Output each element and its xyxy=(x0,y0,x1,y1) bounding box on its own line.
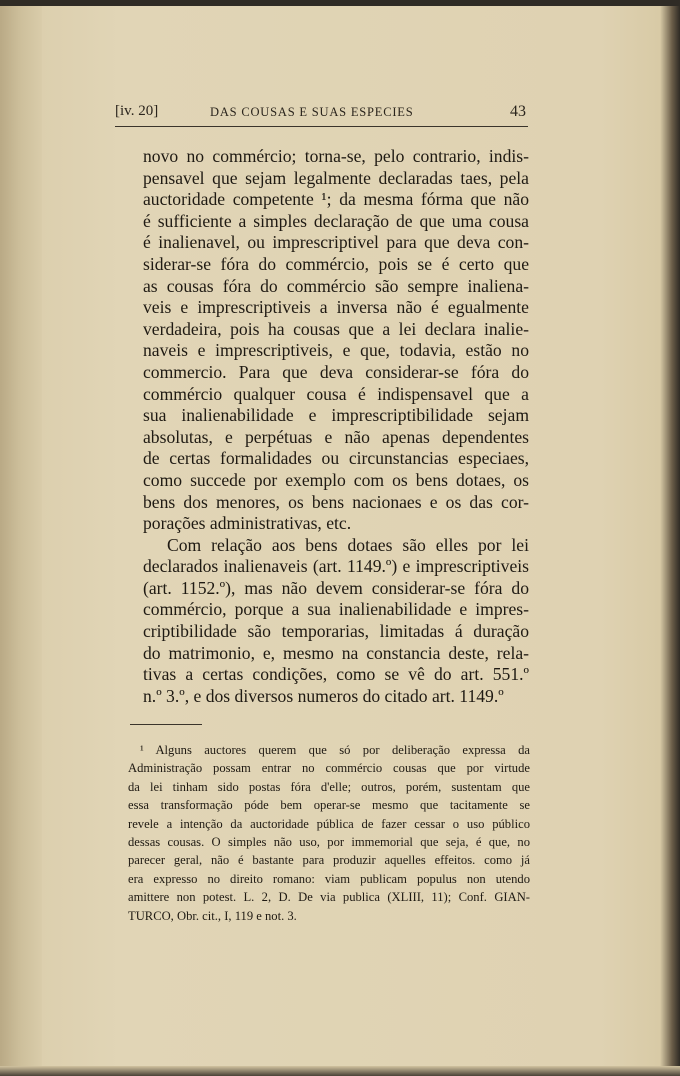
body-line: é inalienavel, ou imprescriptivel para que deva con- xyxy=(143,232,529,253)
footnote-line: era expresso no direito romano: viam publicam populus non utendo xyxy=(128,871,530,886)
footnote-line: essa transformação póde bem operar-se mesmo que tacitamente se xyxy=(128,798,530,813)
body-line: pensavel que sejam legalmente declaradas taes, pela xyxy=(143,167,529,188)
body-line: commércio, porque a sua inalienabilidade e impres- xyxy=(143,599,529,620)
body-line: novo no commércio; torna-se, pelo contrario, indis- xyxy=(143,146,529,166)
running-title: DAS COUSAS E SUAS ESPECIES xyxy=(210,105,414,119)
footnote-line: Administração possam entrar no commércio cousas que por virtude xyxy=(128,761,530,776)
footnote-rule xyxy=(130,724,202,725)
body-line: de certas formalidades ou circunstancias especiaes, xyxy=(143,448,529,469)
body-line: (art. 1152.º), mas não devem considerar-se fóra do xyxy=(143,577,529,598)
top-edge xyxy=(0,0,680,6)
footnote-line: parecer geral, não é bastante para produzir aquelles effeitos. como já xyxy=(128,853,530,868)
body-line: verdadeira, pois ha cousas que a lei declara inalie- xyxy=(143,318,529,339)
body-line: sua inalienabilidade e imprescriptibilidade sejam xyxy=(143,405,529,426)
bottom-edge xyxy=(0,1066,680,1076)
page-number: 43 xyxy=(510,103,526,120)
footnote xyxy=(128,741,530,925)
body-line: naveis e imprescriptiveis, e que, todavia, estão no xyxy=(143,340,529,361)
footnote-line: ¹ Alguns auctores querem que só por deliberação expressa da xyxy=(140,743,530,757)
footnote-line: dessas cousas. O simples não uso, por immemorial que seja, é que, no xyxy=(128,835,530,850)
body-line: criptibilidade são temporarias, limitadas á duração xyxy=(143,621,529,642)
footnote-line: da lei tinham sido postas fóra d'elle; outros, porém, sustentam que xyxy=(128,779,530,794)
page-gutter xyxy=(0,0,42,1076)
body-line: auctoridade competente ¹; da mesma fórma que não xyxy=(143,189,529,210)
body-line: porações administrativas, etc. xyxy=(143,513,352,534)
body-line: as cousas fóra do commércio são sempre inaliena- xyxy=(143,275,529,296)
body-line: absolutas, e perpétuas e não apenas dependentes xyxy=(143,426,529,447)
body-line: é sufficiente a simples declaração de que uma cousa xyxy=(143,210,529,231)
body-line: do matrimonio, e, mesmo na constancia deste, rela- xyxy=(143,642,529,663)
body-line: como succede por exemplo com os bens dotaes, os xyxy=(143,469,529,490)
body-line: declarados inalienaveis (art. 1149.º) e imprescriptiveis xyxy=(143,556,529,577)
body-line: commercio. Para que deva considerar-se fóra do xyxy=(143,361,529,382)
footnote-line: TURCO, Obr. cit., I, 119 e not. 3. xyxy=(128,908,297,923)
section-marker: [iv. 20] xyxy=(115,103,159,119)
footnote-line: amittere non potest. L. 2, D. De via publica (XLIII, 11); Conf. GIAN- xyxy=(128,890,530,905)
body-line: siderar-se fóra do commércio, pois se é certo que xyxy=(143,253,529,274)
body-line: veis e imprescriptiveis a inversa não é egualmente xyxy=(143,297,529,318)
body-line: n.º 3.º, e dos diversos numeros do citado art. 1149.º xyxy=(143,685,504,706)
header-rule xyxy=(115,126,528,127)
body-line: commércio qualquer cousa é indispensavel que a xyxy=(143,383,529,404)
body-text xyxy=(143,146,529,707)
body-line: tivas a certas condições, como se vê do art. 551.º xyxy=(143,664,529,685)
running-header xyxy=(115,103,530,125)
body-line: bens dos menores, os bens nacionaes e os das cor- xyxy=(143,491,529,512)
body-line: Com relação aos bens dotaes são elles por lei xyxy=(167,534,529,555)
footnote-line: revele a intenção da auctoridade pública de fazer cessar o uso público xyxy=(128,816,530,831)
